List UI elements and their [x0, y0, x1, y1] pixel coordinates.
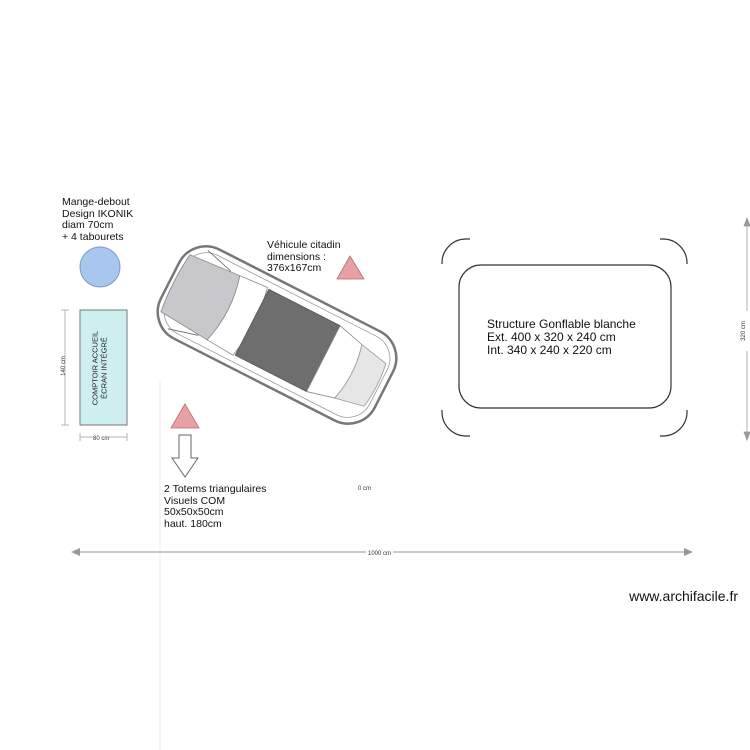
- totems-line-3: 50x50x50cm: [164, 506, 224, 518]
- watermark[interactable]: www.archifacile.fr: [629, 588, 738, 604]
- comptoir-label: [92, 311, 114, 426]
- structure-line-1: Structure Gonflable blanche: [487, 317, 636, 331]
- origin-label: 0 cm: [358, 486, 372, 492]
- totem-triangle-1[interactable]: [337, 256, 364, 279]
- vehicule-line-3: 376x167cm: [267, 262, 322, 274]
- mange-debout-line-3: diam 70cm: [62, 219, 114, 231]
- totems-label: [164, 484, 267, 530]
- structure-height-label: 320 cm: [741, 311, 749, 351]
- totems-line-2: Visuels COM: [164, 494, 226, 507]
- mange-debout-label: [62, 197, 133, 243]
- vehicule-line-2: dimensions :: [267, 250, 326, 263]
- comptoir-height-label: 140 cm: [61, 356, 67, 376]
- comptoir-line-1: COMPTOIR ACCUEIL: [90, 330, 100, 406]
- totems-line-4: haut. 180cm: [164, 517, 222, 530]
- structure-label: [487, 318, 636, 357]
- vehicule-line-1: Véhicule citadin: [267, 239, 341, 251]
- mange-debout-line-2: Design IKONIK: [62, 207, 134, 220]
- vehicule-label: [267, 240, 341, 275]
- mange-debout-table[interactable]: [80, 247, 120, 287]
- comptoir-line-2: ÉCRAN INTÉGRÉ: [99, 337, 108, 399]
- comptoir-width-label: 80 cm: [93, 434, 109, 446]
- structure-line-2: Ext. 400 x 320 x 240 cm: [487, 330, 616, 344]
- totem-triangle-2[interactable]: [171, 404, 199, 428]
- overall-width-label: 1000 cm: [366, 549, 393, 561]
- mange-debout-line-1: Mange-debout: [62, 196, 130, 208]
- down-arrow-icon: [172, 435, 198, 477]
- mange-debout-line-4: + 4 tabourets: [62, 230, 124, 243]
- structure-line-3: Int. 340 x 240 x 220 cm: [487, 343, 612, 357]
- totems-line-1: 2 Totems triangulaires: [164, 483, 267, 495]
